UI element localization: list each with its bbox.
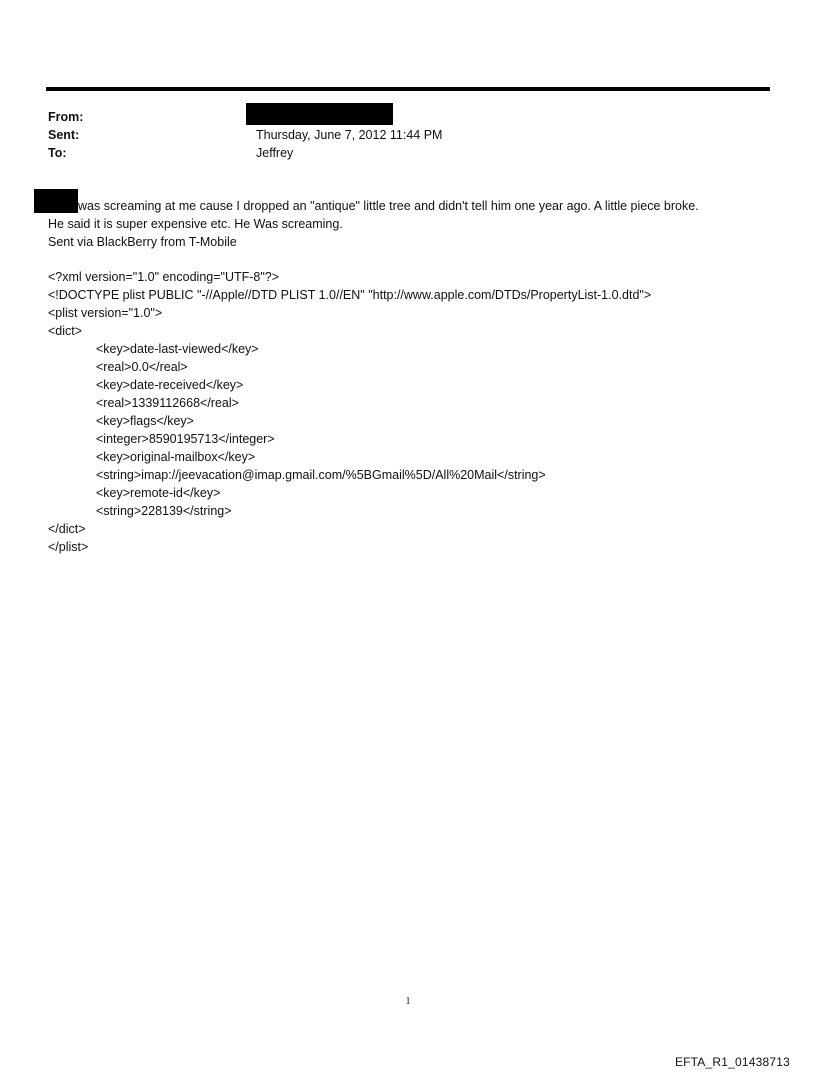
sent-value: Thursday, June 7, 2012 11:44 PM: [256, 128, 443, 142]
plist-close-tag: </plist>: [48, 540, 89, 554]
body-line-3: Sent via BlackBerry from T-Mobile: [48, 235, 237, 249]
body-line-2: He said it is super expensive etc. He Was screaming.: [48, 217, 343, 231]
plist-block: [48, 268, 651, 556]
plist-entry: <integer>8590195713</integer>: [96, 432, 275, 446]
to-label: To:: [48, 146, 67, 160]
to-value: Jeffrey: [256, 146, 294, 160]
plist-entry: <key>remote-id</key>: [96, 486, 221, 500]
plist-entry: <key>original-mailbox</key>: [96, 450, 256, 464]
plist-entry: <key>date-received</key>: [96, 378, 244, 392]
plist-entry: <key>flags</key>: [96, 414, 194, 428]
from-label: From:: [48, 110, 84, 124]
plist-entry: <real>1339112668</real>: [96, 396, 239, 410]
plist-open-tag: <plist version="1.0">: [48, 306, 163, 320]
name-redaction: [34, 189, 78, 213]
plist-doctype: <!DOCTYPE plist PUBLIC "-//Apple//DTD PLIST 1.0//EN" "http://www.apple.com/DTDs/PropertyList-1.0.dtd">: [48, 288, 652, 302]
plist-entry: <string>228139</string>: [96, 504, 232, 518]
plist-entry: <real>0.0</real>: [96, 360, 188, 374]
sent-label: Sent:: [48, 128, 80, 142]
dict-open-tag: <dict>: [48, 324, 83, 338]
from-redaction: [246, 103, 393, 125]
page-number: 1: [405, 996, 411, 1007]
body-line-1: [48, 197, 788, 215]
plist-entry: <string>imap://jeevacation@imap.gmail.com/%5BGmail%5D/All%20Mail</string>: [96, 468, 546, 482]
dict-close-tag: </dict>: [48, 522, 86, 536]
body-text-1: was screaming at me cause I dropped an "antique" little tree and didn't tell him one year ago. A little piece broke.: [78, 199, 699, 213]
message-body: [48, 197, 788, 251]
plist-entry: <key>date-last-viewed</key>: [96, 342, 259, 356]
header-rule: [46, 87, 770, 91]
document-id: EFTA_R1_01438713: [674, 1055, 790, 1069]
plist-xml-declaration: <?xml version="1.0" encoding="UTF-8"?>: [48, 270, 280, 284]
